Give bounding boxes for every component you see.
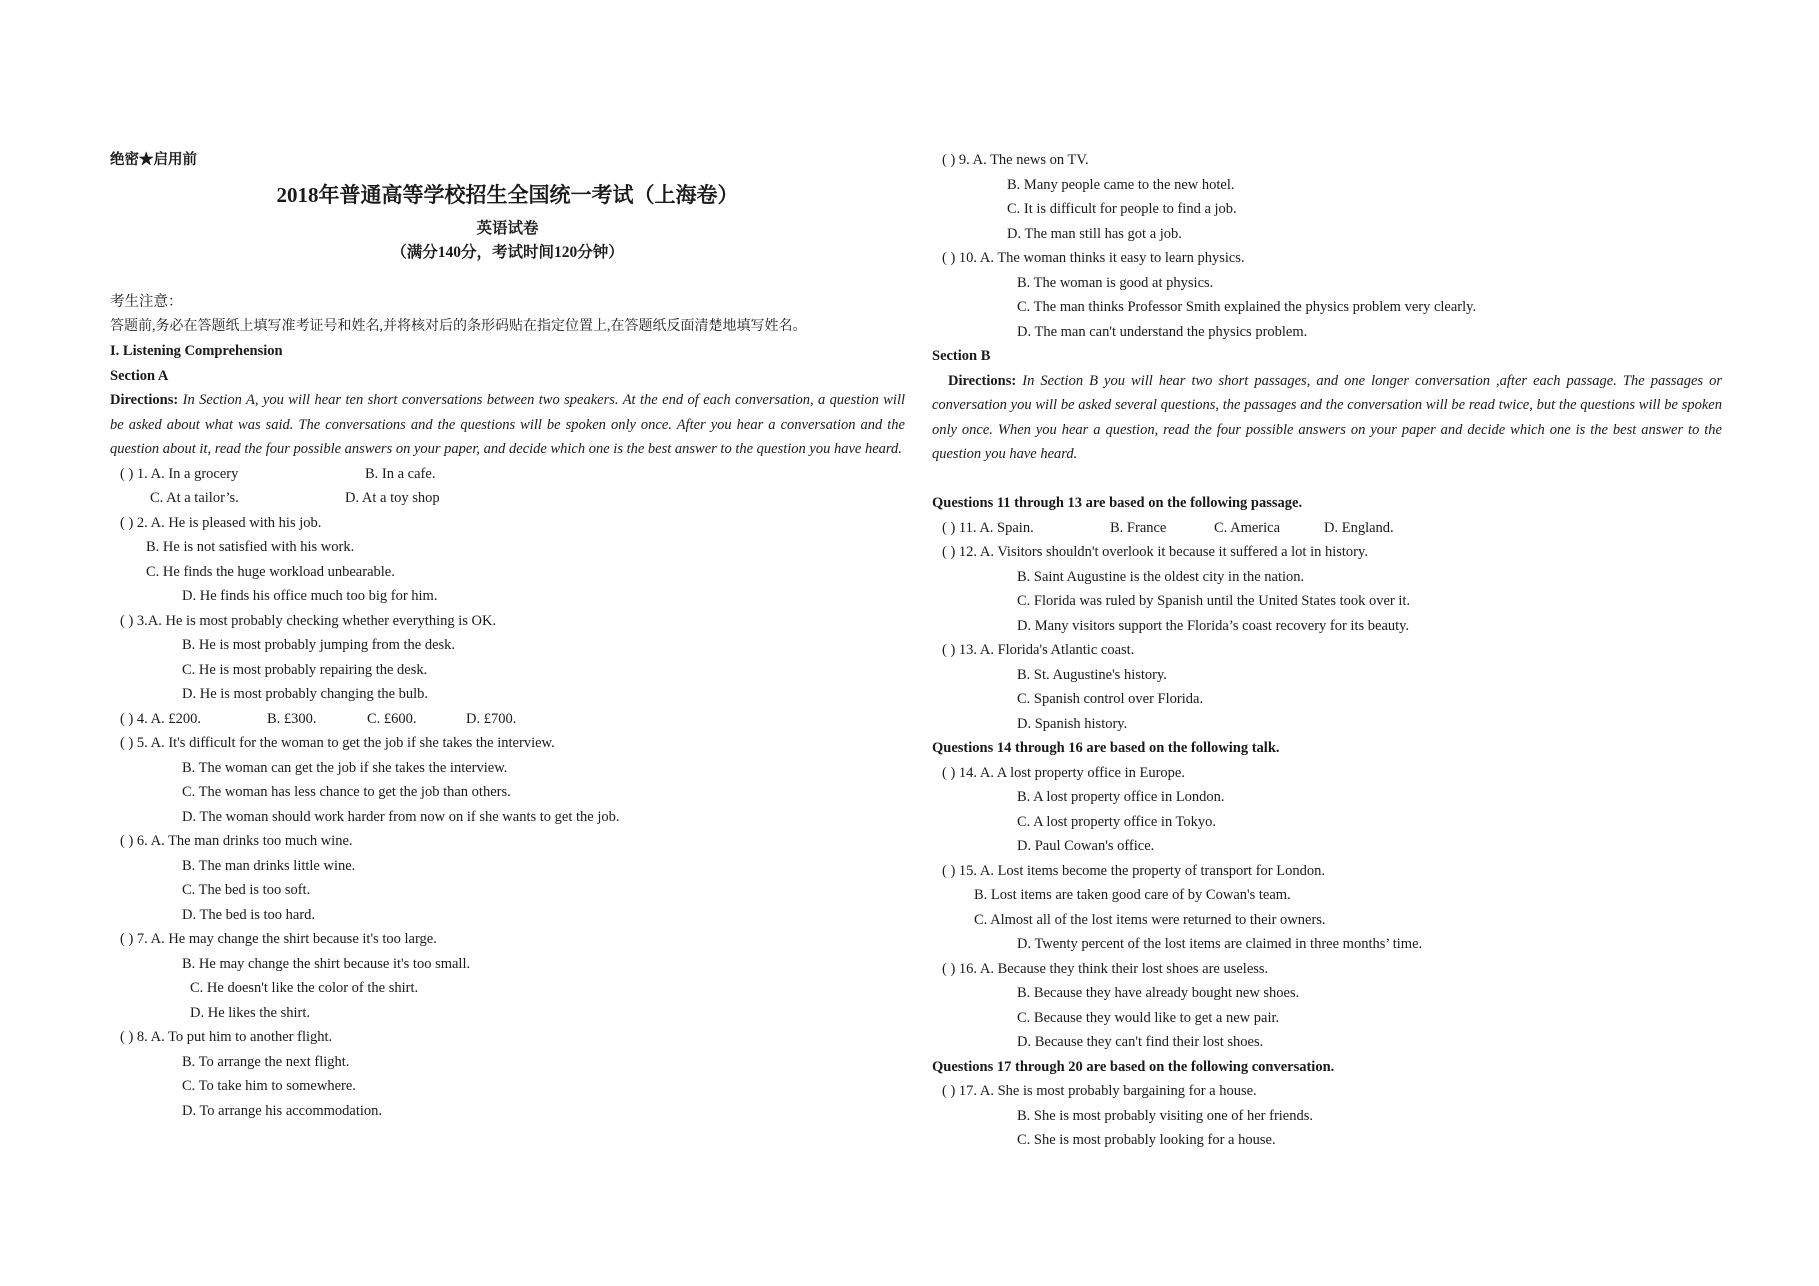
q13-option-d: D. Spanish history. [1017,715,1128,732]
q2-stem: ( ) 2. A. He is pleased with his job. [120,514,322,531]
question-16 [932,957,1722,982]
q1-option-c: C. At a tailor’s. [150,490,239,506]
q2-option-b: B. He is not satisfied with his work. [146,539,355,555]
q9-option-c: C. It is difficult for people to find a job. [1007,201,1237,217]
q16-option-b: B. Because they have already bought new shoes. [1017,985,1300,1001]
question-3 [110,609,905,634]
q6-option-d: D. The bed is too hard. [182,906,316,923]
question-2 [110,511,905,536]
q6-option-c: C. The bed is too soft. [182,882,311,898]
q3-option-c: C. He is most probably repairing the desk. [182,661,428,678]
group-11-13-heading: Questions 11 through 13 are based on the following passage. [932,495,1303,511]
group-14-16-heading: Questions 14 through 16 are based on the following talk. [932,740,1280,756]
exam-title: 2018年普通高等学校招生全国统一考试（上海卷） [276,182,739,207]
q13-option-b: B. St. Augustine's history. [1017,666,1167,683]
q14-option-d: D. Paul Cowan's office. [1017,838,1155,854]
q1-option-d: D. At a toy shop [345,490,440,506]
section-b-directions [932,369,1722,467]
q10-option-b: B. The woman is good at physics. [1017,274,1214,291]
question-4 [110,707,905,732]
q12-option-d: D. Many visitors support the Florida’s coast recovery for its beauty. [1017,617,1410,634]
q11-stem: ( ) 11. A. Spain. [942,519,1034,536]
q11-option-d: D. England. [1324,519,1394,536]
question-10 [932,246,1722,271]
q14-option-b: B. A lost property office in London. [1017,789,1225,805]
directions-label: Directions: [110,392,179,408]
question-8 [110,1025,905,1050]
q15-stem: ( ) 15. A. Lost items become the property of transport for London. [942,862,1325,879]
q5-option-b: B. The woman can get the job if she takes the interview. [182,759,508,776]
q14-option-c: C. A lost property office in Tokyo. [1017,813,1217,830]
q1-option-b: B. In a cafe. [365,465,436,482]
q4-option-c: C. £600. [367,710,417,727]
q4-option-b: B. £300. [267,710,317,727]
q8-option-d: D. To arrange his accommodation. [182,1102,383,1119]
q7-stem: ( ) 7. A. He may change the shirt because it's too large. [120,931,437,947]
confidential-mark: 绝密★启用前 [110,152,197,168]
q8-option-c: C. To take him to somewhere. [182,1078,356,1094]
q1-row2 [110,486,905,511]
directions-b-text: In Section B you will hear two short passages, and one longer conversation ,after each passage. The passages or conversation you will be asked several questions, the passages and the conversation will be read twice, but the questions will be spoken only once. When you hear a question, read the four possible answers on your paper and decide which one is the best answer to the question you have heard. [932,372,1723,462]
q4-option-d: D. £700. [466,710,517,727]
question-9 [932,148,1722,173]
q16-stem: ( ) 16. A. Because they think their lost shoes are useless. [942,960,1269,977]
question-12 [932,540,1722,565]
part1-title: I. Listening Comprehension [110,343,283,359]
q17-option-b: B. She is most probably visiting one of her friends. [1017,1107,1314,1124]
question-7 [110,927,905,952]
section-a-title: Section A [110,367,169,384]
q15-option-d: D. Twenty percent of the lost items are claimed in three months’ time. [1017,936,1423,952]
q17-stem: ( ) 17. A. She is most probably bargaining for a house. [942,1083,1257,1099]
q10-option-d: D. The man can't understand the physics problem. [1017,323,1308,340]
right-column [932,148,1722,1153]
q6-stem: ( ) 6. A. The man drinks too much wine. [120,833,353,849]
q10-stem: ( ) 10. A. The woman thinks it easy to learn physics. [942,250,1245,266]
q12-option-c: C. Florida was ruled by Spanish until the United States took over it. [1017,593,1411,609]
q9-option-d: D. The man still has got a job. [1007,225,1182,242]
section-a-directions [110,388,905,462]
q8-stem: ( ) 8. A. To put him to another flight. [120,1029,333,1045]
q12-stem: ( ) 12. A. Visitors shouldn't overlook it because it suffered a lot in history. [942,544,1368,560]
directions-text: In Section A, you will hear ten short conversations between two speakers. At the end of each conversation, a question will be asked about what was said. The conversations and the questions will be spoken only once. After you hear a conversation and the question about it, read the four possible answers on your paper, and decide which one is the best answer to the question you have heard. [110,392,906,457]
q4-stem: ( ) 4. A. £200. [120,710,201,727]
q9-stem: ( ) 9. A. The news on TV. [942,152,1089,168]
question-17 [932,1079,1722,1104]
exam-subject: 英语试卷 [476,219,539,237]
left-column [110,148,905,1123]
q7-option-b: B. He may change the shirt because it's too small. [182,955,471,972]
q2-option-c: C. He finds the huge workload unbearable. [146,563,395,580]
q9-option-b: B. Many people came to the new hotel. [1007,176,1235,193]
question-13 [932,638,1722,663]
q13-option-c: C. Spanish control over Florida. [1017,691,1204,707]
q1-stem: ( ) 1. A. In a grocery [120,465,239,482]
q3-option-d: D. He is most probably changing the bulb. [182,686,429,702]
q6-option-b: B. The man drinks little wine. [182,857,356,874]
section-b-title: Section B [932,348,991,364]
q2-option-d: D. He finds his office much too big for him. [182,588,438,604]
q3-option-b: B. He is most probably jumping from the desk. [182,637,456,653]
q5-stem: ( ) 5. A. It's difficult for the woman to get the job if she takes the interview. [120,735,555,751]
question-5 [110,731,905,756]
question-11 [932,516,1722,541]
q11-option-c: C. America [1214,519,1281,536]
q10-option-c: C. The man thinks Professor Smith explained the physics problem very clearly. [1017,299,1477,315]
q8-option-b: B. To arrange the next flight. [182,1053,350,1070]
notice-text: 答题前,务必在答题纸上填写准考证号和姓名,并将核对后的条形码贴在指定位置上,在答题纸反面清楚地填写姓名。 [110,318,807,334]
group-17-20-heading: Questions 17 through 20 are based on the following conversation. [932,1058,1335,1075]
question-15 [932,859,1722,884]
question-1 [110,462,905,487]
q16-option-d: D. Because they can't find their lost shoes. [1017,1034,1264,1050]
q14-stem: ( ) 14. A. A lost property office in Europe. [942,764,1185,781]
q15-option-c: C. Almost all of the lost items were returned to their owners. [974,911,1326,928]
notice-title: 考生注意： [110,294,183,310]
q5-option-d: D. The woman should work harder from now on if she wants to get the job. [182,808,620,825]
q7-option-c: C. He doesn't like the color of the shirt. [190,980,419,996]
q13-stem: ( ) 13. A. Florida's Atlantic coast. [942,642,1135,658]
question-14 [932,761,1722,786]
directions-b-label: Directions: [948,372,1017,389]
q15-option-b: B. Lost items are taken good care of by Cowan's team. [974,887,1291,903]
q12-option-b: B. Saint Augustine is the oldest city in the nation. [1017,568,1305,585]
q11-option-b: B. France [1110,519,1167,536]
exam-scoring: （满分140分，考试时间120分钟） [391,244,624,261]
question-6 [110,829,905,854]
q7-option-d: D. He likes the shirt. [190,1004,311,1021]
q16-option-c: C. Because they would like to get a new pair. [1017,1009,1280,1026]
q5-option-c: C. The woman has less chance to get the job than others. [182,784,511,800]
q17-option-c: C. She is most probably looking for a house. [1017,1132,1276,1148]
q3-stem: ( ) 3.A. He is most probably checking whether everything is OK. [120,612,497,629]
